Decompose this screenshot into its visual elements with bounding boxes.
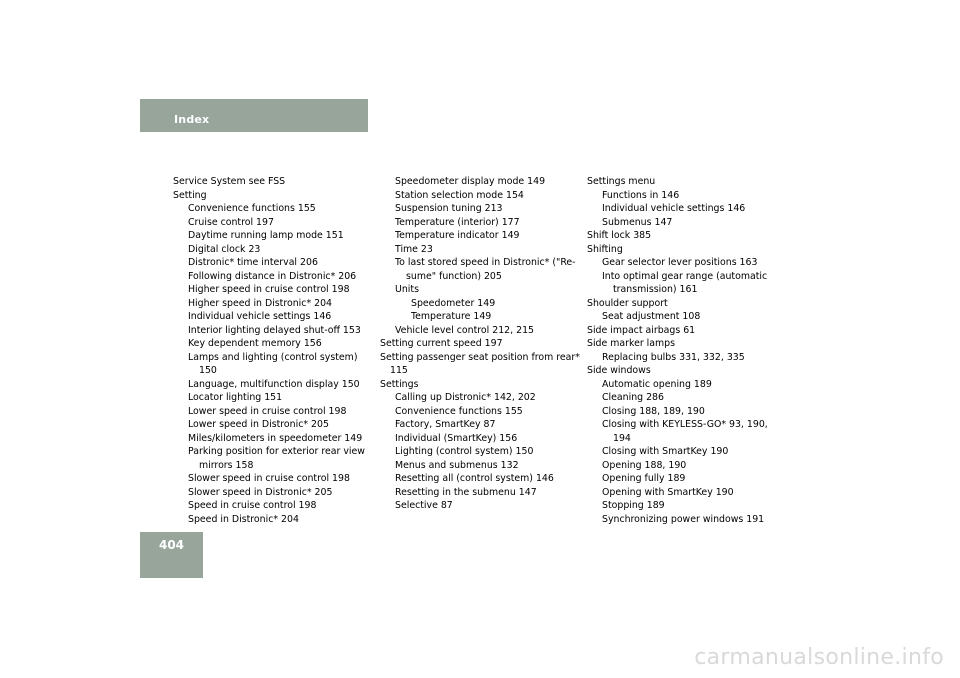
index-entry: Shift lock 385: [587, 230, 652, 241]
index-entry: Selective 87: [395, 500, 453, 511]
index-entry: Convenience functions 155: [395, 405, 523, 417]
header-bar: [140, 99, 368, 132]
index-entry: Replacing bulbs 331, 332, 335: [602, 351, 745, 363]
index-entry: Lower speed in cruise control 198: [188, 405, 347, 417]
index-entry: Resetting all (control system) 146: [395, 473, 554, 484]
index-entry: Distronic* time interval 206: [188, 257, 318, 268]
index-entry: Setting passenger seat position from rear*: [380, 351, 580, 363]
index-entry: Shoulder support: [587, 297, 668, 309]
index-entry: Station selection mode 154: [395, 189, 524, 201]
index-entry: Cruise control 197: [188, 216, 274, 228]
index-entry: Closing with SmartKey 190: [602, 446, 729, 457]
index-column-2: [380, 175, 580, 513]
index-entry: Daytime running lamp mode 151: [188, 230, 344, 241]
index-entry: Digital clock 23: [188, 243, 261, 255]
index-entry: To last stored speed in Distronic* ("Re-: [395, 257, 576, 268]
index-entry: Individual vehicle settings 146: [602, 203, 746, 214]
index-entry: Following distance in Distronic* 206: [188, 270, 357, 282]
page-title: Index: [174, 113, 210, 126]
index-entry: Language, multifunction display 150: [188, 378, 360, 390]
index-entry: Menus and submenus 132: [395, 459, 519, 471]
index-entry: Individual vehicle settings 146: [188, 311, 332, 322]
index-entry: Speedometer display mode 149: [395, 176, 546, 187]
index-entry: mirrors 158: [199, 459, 254, 471]
index-entry: Side windows: [587, 365, 651, 376]
index-column-3: [587, 175, 787, 526]
index-entry: Calling up Distronic* 142, 202: [395, 392, 536, 403]
index-entry: Locator lighting 151: [188, 392, 283, 403]
index-entry: Higher speed in Distronic* 204: [188, 297, 333, 309]
index-entry: Miles/kilometers in speedometer 149: [188, 432, 363, 444]
index-entry: Speed in cruise control 198: [188, 500, 317, 511]
index-entry: Synchronizing power windows 191: [602, 513, 765, 525]
index-entry: Temperature 149: [411, 311, 492, 322]
index-entry: Functions in 146: [602, 189, 680, 201]
index-entry: Seat adjustment 108: [602, 311, 701, 322]
index-entry: Higher speed in cruise control 198: [188, 284, 350, 295]
index-entry: Cleaning 286: [602, 392, 664, 403]
index-entry: Slower speed in Distronic* 205: [188, 486, 333, 498]
index-entry: sume" function) 205: [406, 270, 502, 282]
index-entry: Individual (SmartKey) 156: [395, 432, 518, 444]
index-entry: Key dependent memory 156: [188, 338, 322, 349]
index-entry: Closing with KEYLESS-GO* 93, 190,: [602, 419, 768, 430]
index-entry: Gear selector lever positions 163: [602, 257, 758, 268]
index-entry: Lower speed in Distronic* 205: [188, 419, 329, 430]
index-entry: Side marker lamps: [587, 338, 675, 349]
index-entry: Parking position for exterior rear view: [188, 446, 365, 457]
index-entry: Setting: [173, 189, 207, 201]
index-entry: Factory, SmartKey 87: [395, 419, 496, 430]
index-entry: Lamps and lighting (control system): [188, 351, 358, 363]
index-entry: Automatic opening 189: [602, 378, 712, 390]
page-number: 404: [158, 538, 185, 552]
index-entry: Submenus 147: [602, 216, 673, 228]
index-entry: Units: [395, 284, 419, 295]
index-entry: Settings: [380, 378, 419, 390]
index-entry: Opening 188, 190: [602, 459, 687, 471]
index-entry: Speed in Distronic* 204: [188, 513, 299, 525]
index-entry: Temperature indicator 149: [395, 230, 520, 241]
index-entry: transmission) 161: [613, 284, 698, 295]
index-entry: Closing 188, 189, 190: [602, 405, 705, 417]
index-entry: 194: [613, 432, 631, 444]
index-entry: Interior lighting delayed shut-off 153: [188, 324, 361, 336]
index-entry: Slower speed in cruise control 198: [188, 473, 350, 484]
index-entry: Stopping 189: [602, 500, 665, 511]
index-entry: Opening with SmartKey 190: [602, 486, 734, 498]
index-entry: Lighting (control system) 150: [395, 446, 534, 457]
index-entry: Suspension tuning 213: [395, 203, 503, 214]
index-entry: Temperature (interior) 177: [395, 216, 520, 228]
page-number-tab: [140, 532, 203, 578]
index-entry: Speedometer 149: [411, 297, 496, 309]
index-entry: Setting current speed 197: [380, 338, 503, 349]
index-entry: Vehicle level control 212, 215: [395, 324, 535, 336]
index-entry: Settings menu: [587, 176, 656, 187]
index-entry: Service System see FSS: [173, 176, 286, 187]
index-entry: Opening fully 189: [602, 473, 686, 484]
index-entry: Time 23: [395, 243, 433, 255]
index-entry: Side impact airbags 61: [587, 324, 696, 336]
index-entry: 150: [199, 365, 217, 376]
watermark: carmanualsonline.info: [694, 645, 944, 670]
index-column-1: [173, 175, 373, 526]
index-entry: 115: [390, 365, 408, 376]
index-entry: Shifting: [587, 243, 623, 255]
index-entry: Into optimal gear range (automatic: [602, 270, 768, 282]
index-entry: Resetting in the submenu 147: [395, 486, 537, 498]
index-entry: Convenience functions 155: [188, 203, 316, 214]
